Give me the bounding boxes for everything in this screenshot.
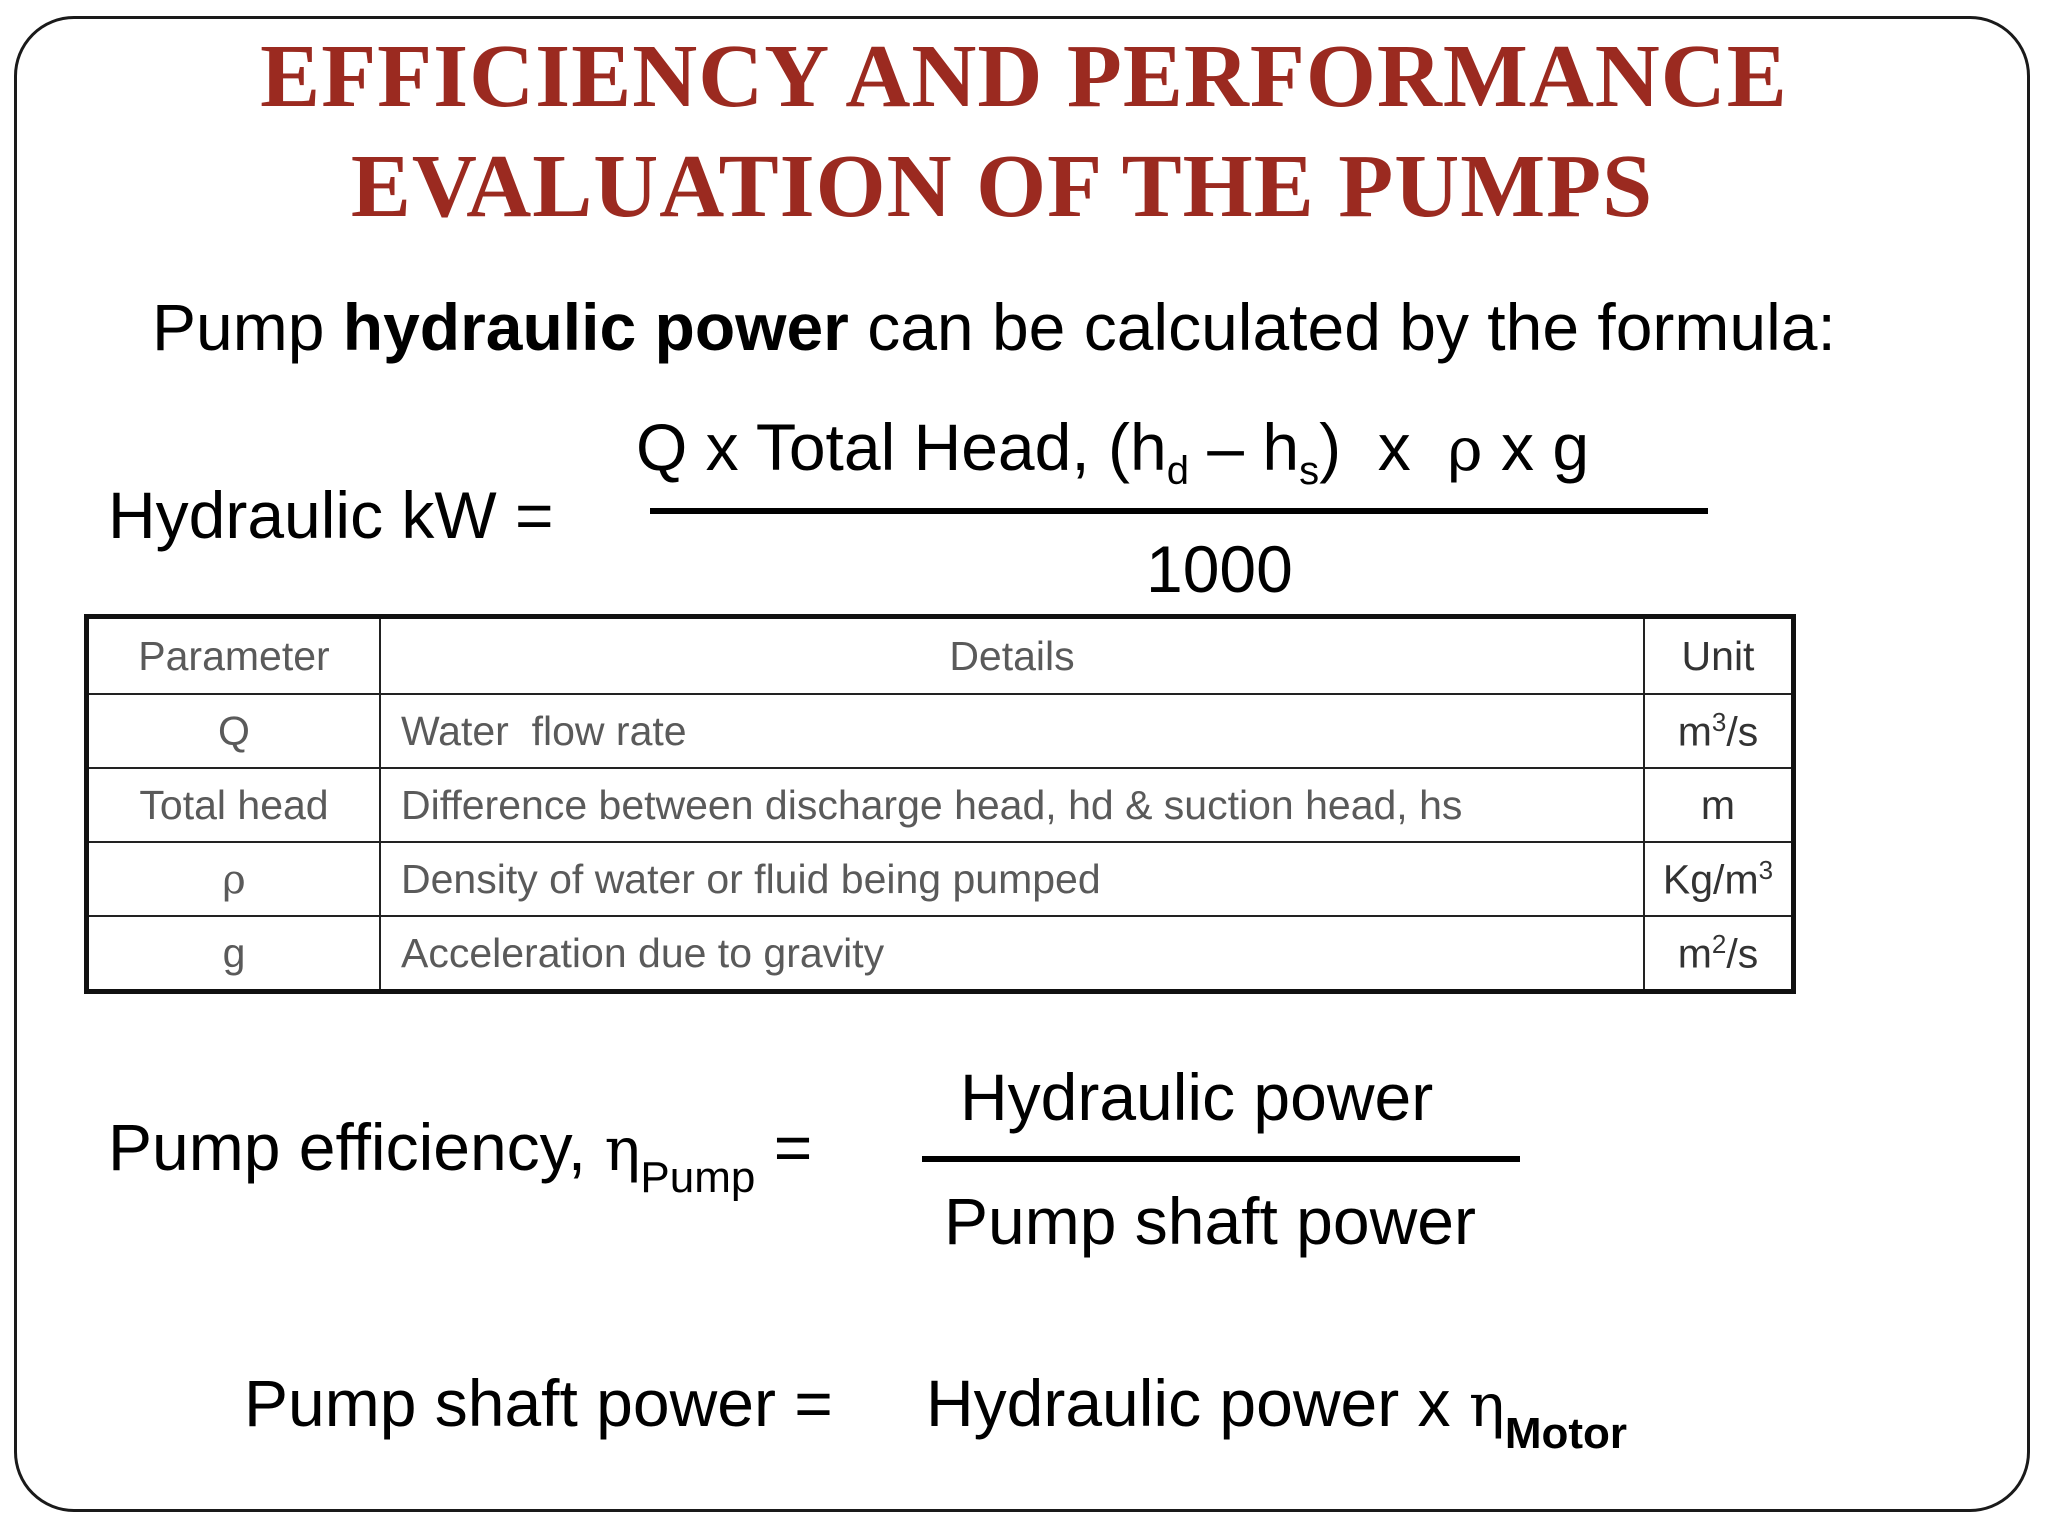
- header-unit: Unit: [1644, 617, 1794, 695]
- numerator-part-c: ) x: [1319, 410, 1448, 484]
- cell-parameter: Total head: [87, 768, 381, 842]
- unit-tail: /s: [1726, 930, 1759, 977]
- header-parameter: Parameter: [87, 617, 381, 695]
- unit-base: m: [1677, 930, 1712, 977]
- slide-title-line-1: EFFICIENCY AND PERFORMANCE: [260, 27, 1788, 126]
- efficiency-numerator: Hydraulic power: [960, 1060, 1434, 1134]
- hydraulic-formula-lhs: Hydraulic kW =: [108, 478, 554, 552]
- subscript-s: s: [1299, 449, 1320, 493]
- numerator-part-b: – h: [1188, 410, 1300, 484]
- header-details: Details: [380, 617, 1644, 695]
- cell-details: Acceleration due to gravity: [380, 916, 1644, 992]
- cell-details: Difference between discharge head, hd & suction head, hs: [380, 768, 1644, 842]
- cell-parameter: [87, 842, 381, 916]
- shaft-formula-lhs: Pump shaft power =: [244, 1366, 833, 1440]
- unit-exponent: 3: [1758, 854, 1774, 885]
- intro-before: Pump: [152, 290, 343, 364]
- numerator-part-a: Q x Total Head, (h: [636, 410, 1167, 484]
- eta-subscript-motor: Motor: [1504, 1409, 1627, 1458]
- intro-sentence: [152, 282, 1836, 372]
- equals-sign: =: [755, 1110, 813, 1184]
- efficiency-formula-lhs: [108, 1102, 813, 1202]
- table-row: [87, 694, 1794, 768]
- rho-symbol: ρ: [222, 856, 246, 903]
- intro-bold-term: hydraulic power: [342, 290, 849, 364]
- eta-symbol: η: [604, 1115, 641, 1185]
- hydraulic-formula-denominator: 1000: [1146, 532, 1293, 606]
- unit-base: m: [1677, 708, 1712, 755]
- numerator-part-d: x g: [1482, 410, 1590, 484]
- table-header-row: [87, 617, 1794, 695]
- slide-title-line-2: EVALUATION OF THE PUMPS: [350, 137, 1654, 236]
- cell-unit: [1644, 768, 1794, 842]
- rho-symbol: ρ: [1447, 415, 1483, 485]
- unit-tail: /s: [1726, 708, 1759, 755]
- eta-subscript-pump: Pump: [640, 1153, 756, 1202]
- efficiency-denominator: Pump shaft power: [944, 1184, 1476, 1258]
- hydraulic-formula-numerator: [636, 402, 1589, 495]
- unit-exponent: 3: [1711, 706, 1727, 737]
- shaft-formula-rhs: [926, 1358, 1627, 1458]
- shaft-rhs-text: Hydraulic power x: [926, 1366, 1469, 1440]
- cell-parameter: g: [87, 916, 381, 992]
- unit-exponent: 2: [1711, 928, 1727, 959]
- table-row: [87, 916, 1794, 992]
- efficiency-label: Pump efficiency,: [108, 1110, 605, 1184]
- efficiency-fraction-bar: [922, 1156, 1520, 1162]
- cell-details: Water flow rate: [380, 694, 1644, 768]
- subscript-d: d: [1166, 449, 1189, 493]
- intro-after: can be calculated by the formula:: [848, 290, 1836, 364]
- cell-parameter: Q: [87, 694, 381, 768]
- eta-symbol: η: [1468, 1371, 1505, 1441]
- cell-unit: [1644, 842, 1794, 916]
- cell-unit: [1644, 916, 1794, 992]
- cell-details: Density of water or fluid being pumped: [380, 842, 1644, 916]
- table-row: [87, 842, 1794, 916]
- cell-unit: [1644, 694, 1794, 768]
- unit-base: Kg/m: [1662, 856, 1759, 903]
- hydraulic-fraction-bar: [650, 508, 1708, 514]
- table-row: [87, 768, 1794, 842]
- parameter-table: [84, 614, 1796, 994]
- unit-base: m: [1700, 781, 1736, 828]
